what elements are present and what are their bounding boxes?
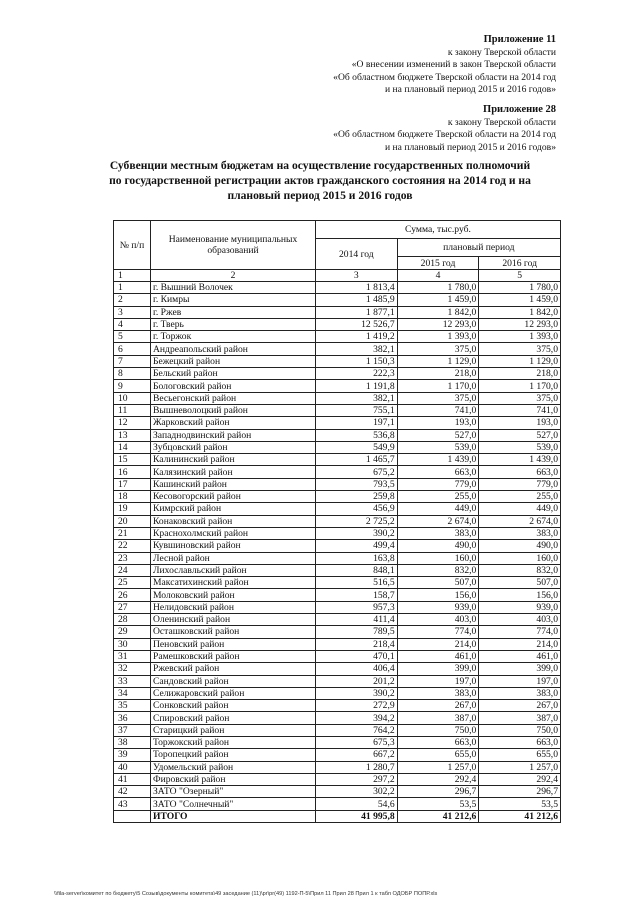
amount-2014: 259,8: [316, 491, 398, 503]
amount-2014: 394,2: [316, 712, 398, 724]
municipality-name: Западнодвинский район: [151, 429, 316, 441]
row-number: 12: [114, 417, 151, 429]
table-row: [114, 552, 561, 564]
amount-2014: 1 877,1: [316, 306, 398, 318]
row-number: 11: [114, 404, 151, 416]
amount-2015: 214,0: [397, 638, 479, 650]
table-row: [114, 417, 561, 429]
document-title: [60, 158, 580, 203]
amount-2016: 218,0: [479, 368, 561, 380]
amount-2016: 292,4: [479, 773, 561, 785]
municipality-name: Ржевский район: [151, 663, 316, 675]
row-number: 19: [114, 503, 151, 515]
row-number: 26: [114, 589, 151, 601]
appendix-28-title: Приложение 28: [483, 104, 556, 115]
column-index-row: [114, 270, 561, 282]
file-path-footer: \\fila-server\комитет по бюджету\5 Созыв\документы комитета\49 заседание (11)\pr\pr(49) 1192-П-5\Прил 11 Прил 28 Прил 1 к табл ОДОБР ПОПР.xls: [54, 891, 438, 897]
amount-2016: 1 257,0: [479, 761, 561, 773]
amount-2015: 750,0: [397, 724, 479, 736]
municipality-name: ЗАТО "Солнечный": [151, 798, 316, 810]
municipality-name: г. Вышний Волочек: [151, 282, 316, 294]
row-number: 32: [114, 663, 151, 675]
municipality-name: Бельский район: [151, 368, 316, 380]
amount-2014: 536,8: [316, 429, 398, 441]
amount-2016: 1 459,0: [479, 294, 561, 306]
total-2016: 41 212,6: [479, 810, 561, 822]
table-row: [114, 404, 561, 416]
municipality-name: Торжокский район: [151, 736, 316, 748]
row-number: 5: [114, 331, 151, 343]
row-number: 14: [114, 441, 151, 453]
table-row: [114, 687, 561, 699]
amount-2015: 197,0: [397, 675, 479, 687]
table-row: [114, 355, 561, 367]
amount-2015: 663,0: [397, 466, 479, 478]
municipality-name: Нелидовский район: [151, 601, 316, 613]
amount-2015: 527,0: [397, 429, 479, 441]
amount-2016: 214,0: [479, 638, 561, 650]
col-header-name: Наименование муниципальных образований: [151, 221, 316, 270]
row-number: 25: [114, 577, 151, 589]
amount-2016: 527,0: [479, 429, 561, 441]
amount-2016: 2 674,0: [479, 515, 561, 527]
municipality-name: Бологовский район: [151, 380, 316, 392]
amount-2015: 12 293,0: [397, 318, 479, 330]
amount-2015: 218,0: [397, 368, 479, 380]
amount-2014: 1 813,4: [316, 282, 398, 294]
row-number: 13: [114, 429, 151, 441]
amount-2016: 1 170,0: [479, 380, 561, 392]
amount-2015: 1 780,0: [397, 282, 479, 294]
table-row: [114, 343, 561, 355]
amount-2016: 663,0: [479, 736, 561, 748]
table-row: [114, 700, 561, 712]
amount-2016: 383,0: [479, 527, 561, 539]
amount-2016: 655,0: [479, 749, 561, 761]
col-header-plan-period: плановый период: [397, 239, 560, 257]
amount-2014: 516,5: [316, 577, 398, 589]
amount-2015: 383,0: [397, 527, 479, 539]
municipality-name: Спировский район: [151, 712, 316, 724]
row-number: 28: [114, 614, 151, 626]
municipality-name: г. Торжок: [151, 331, 316, 343]
col-header-2014: 2014 год: [316, 239, 398, 270]
amount-2015: 1 842,0: [397, 306, 479, 318]
amount-2015: 296,7: [397, 786, 479, 798]
amount-2014: 764,2: [316, 724, 398, 736]
amount-2014: 793,5: [316, 478, 398, 490]
appendix-11-line: «О внесении изменений в закон Тверской области: [351, 59, 556, 70]
table-row: [114, 294, 561, 306]
amount-2016: 663,0: [479, 466, 561, 478]
municipality-name: Лесной район: [151, 552, 316, 564]
row-number: 40: [114, 761, 151, 773]
table-row: [114, 712, 561, 724]
amount-2014: 201,2: [316, 675, 398, 687]
row-number: 37: [114, 724, 151, 736]
amount-2015: 1 170,0: [397, 380, 479, 392]
municipality-name: Лихославльский район: [151, 564, 316, 576]
amount-2014: 406,4: [316, 663, 398, 675]
amount-2014: 163,8: [316, 552, 398, 564]
col-header-2015: 2015 год: [397, 257, 479, 270]
amount-2014: 667,2: [316, 749, 398, 761]
amount-2014: 1 150,3: [316, 355, 398, 367]
municipality-name: Осташковский район: [151, 626, 316, 638]
table-row: [114, 380, 561, 392]
municipality-name: Удомельский район: [151, 761, 316, 773]
row-number: 27: [114, 601, 151, 613]
row-number: 10: [114, 392, 151, 404]
table-row: [114, 454, 561, 466]
amount-2014: 382,1: [316, 343, 398, 355]
amount-2016: 832,0: [479, 564, 561, 576]
row-number: 41: [114, 773, 151, 785]
total-2014: 41 995,8: [316, 810, 398, 822]
row-number: 3: [114, 306, 151, 318]
amount-2015: 449,0: [397, 503, 479, 515]
amount-2015: 1 459,0: [397, 294, 479, 306]
municipality-name: Торопецкий район: [151, 749, 316, 761]
row-number: 8: [114, 368, 151, 380]
col-index: 1: [114, 270, 151, 282]
amount-2014: 1 485,9: [316, 294, 398, 306]
table-row: [114, 675, 561, 687]
amount-2014: 390,2: [316, 527, 398, 539]
row-number: 24: [114, 564, 151, 576]
table-row: [114, 589, 561, 601]
table-row: [114, 429, 561, 441]
municipality-name: Старицкий район: [151, 724, 316, 736]
municipality-name: Зубцовский район: [151, 441, 316, 453]
amount-2016: 1 842,0: [479, 306, 561, 318]
amount-2014: 390,2: [316, 687, 398, 699]
row-number: 31: [114, 650, 151, 662]
amount-2015: 156,0: [397, 589, 479, 601]
table-row: [114, 282, 561, 294]
row-number: 18: [114, 491, 151, 503]
municipality-name: Калининский район: [151, 454, 316, 466]
total-number: [114, 810, 151, 822]
row-number: 30: [114, 638, 151, 650]
table-row: [114, 724, 561, 736]
col-header-2016: 2016 год: [479, 257, 561, 270]
amount-2014: 755,1: [316, 404, 398, 416]
table-row: [114, 441, 561, 453]
amount-2015: 507,0: [397, 577, 479, 589]
amount-2015: 2 674,0: [397, 515, 479, 527]
amount-2016: 12 293,0: [479, 318, 561, 330]
row-number: 34: [114, 687, 151, 699]
row-number: 21: [114, 527, 151, 539]
table-row: [114, 564, 561, 576]
municipality-name: Максатихинский район: [151, 577, 316, 589]
row-number: 15: [114, 454, 151, 466]
municipality-name: Краснохолмский район: [151, 527, 316, 539]
row-number: 22: [114, 540, 151, 552]
appendix-11-header: [333, 34, 556, 97]
amount-2016: 461,0: [479, 650, 561, 662]
row-number: 16: [114, 466, 151, 478]
amount-2014: 411,4: [316, 614, 398, 626]
table-row: [114, 601, 561, 613]
amount-2014: 675,2: [316, 466, 398, 478]
amount-2016: 539,0: [479, 441, 561, 453]
row-number: 6: [114, 343, 151, 355]
col-header-sum: Сумма, тыс.руб.: [316, 221, 561, 239]
appendix-28-header: [333, 104, 556, 154]
amount-2015: 387,0: [397, 712, 479, 724]
row-number: 17: [114, 478, 151, 490]
amount-2015: 193,0: [397, 417, 479, 429]
amount-2014: 456,9: [316, 503, 398, 515]
table-row: [114, 491, 561, 503]
appendix-28-line: и на плановый период 2015 и 2016 годов»: [385, 141, 556, 153]
table-row: [114, 663, 561, 675]
municipality-name: Калязинский район: [151, 466, 316, 478]
municipality-name: Конаковский район: [151, 515, 316, 527]
row-number: 29: [114, 626, 151, 638]
table-body: [114, 282, 561, 823]
amount-2016: 750,0: [479, 724, 561, 736]
amount-2014: 675,3: [316, 736, 398, 748]
amount-2014: 297,2: [316, 773, 398, 785]
title-line: Субвенции местным бюджетам на осуществление государственных полномочий: [109, 159, 531, 172]
amount-2016: 193,0: [479, 417, 561, 429]
municipality-name: Молоковский район: [151, 589, 316, 601]
amount-2015: 539,0: [397, 441, 479, 453]
amount-2015: 490,0: [397, 540, 479, 552]
amount-2015: 383,0: [397, 687, 479, 699]
amount-2015: 292,4: [397, 773, 479, 785]
amount-2016: 160,0: [479, 552, 561, 564]
amount-2014: 12 526,7: [316, 318, 398, 330]
amount-2014: 848,1: [316, 564, 398, 576]
table-row: [114, 392, 561, 404]
amount-2015: 663,0: [397, 736, 479, 748]
amount-2016: 1 780,0: [479, 282, 561, 294]
amount-2016: 939,0: [479, 601, 561, 613]
subsidies-table: [113, 220, 561, 823]
amount-2015: 774,0: [397, 626, 479, 638]
table-row: [114, 540, 561, 552]
municipality-name: Селижаровский район: [151, 687, 316, 699]
title-line: по государственной регистрации актов гражданского состояния на 2014 год и на: [109, 174, 531, 187]
table-row: [114, 650, 561, 662]
amount-2016: 375,0: [479, 392, 561, 404]
table-row: [114, 306, 561, 318]
municipality-name: Сонковский район: [151, 700, 316, 712]
municipality-name: Кашинский район: [151, 478, 316, 490]
amount-2016: 403,0: [479, 614, 561, 626]
amount-2015: 255,0: [397, 491, 479, 503]
amount-2015: 399,0: [397, 663, 479, 675]
amount-2016: 399,0: [479, 663, 561, 675]
amount-2016: 779,0: [479, 478, 561, 490]
amount-2015: 1 439,0: [397, 454, 479, 466]
municipality-name: г. Тверь: [151, 318, 316, 330]
table-row: [114, 786, 561, 798]
amount-2014: 302,2: [316, 786, 398, 798]
total-label: ИТОГО: [151, 810, 316, 822]
amount-2016: 1 393,0: [479, 331, 561, 343]
total-2015: 41 212,6: [397, 810, 479, 822]
amount-2016: 1 129,0: [479, 355, 561, 367]
table-row: [114, 614, 561, 626]
amount-2014: 197,1: [316, 417, 398, 429]
amount-2016: 490,0: [479, 540, 561, 552]
amount-2015: 160,0: [397, 552, 479, 564]
row-number: 38: [114, 736, 151, 748]
appendix-11-line: «Об областном бюджете Тверской области на 2014 год: [333, 71, 556, 83]
col-index: 4: [397, 270, 479, 282]
amount-2014: 499,4: [316, 540, 398, 552]
municipality-name: Пеновский район: [151, 638, 316, 650]
row-number: 39: [114, 749, 151, 761]
amount-2015: 741,0: [397, 404, 479, 416]
municipality-name: Рамешковский район: [151, 650, 316, 662]
amount-2015: 461,0: [397, 650, 479, 662]
table-row: [114, 478, 561, 490]
municipality-name: Оленинский район: [151, 614, 316, 626]
table-row: [114, 331, 561, 343]
amount-2016: 53,5: [479, 798, 561, 810]
amount-2016: 383,0: [479, 687, 561, 699]
municipality-name: ЗАТО "Озерный": [151, 786, 316, 798]
amount-2016: 375,0: [479, 343, 561, 355]
row-number: 35: [114, 700, 151, 712]
amount-2014: 549,9: [316, 441, 398, 453]
table-row: [114, 761, 561, 773]
amount-2015: 1 257,0: [397, 761, 479, 773]
amount-2014: 1 465,7: [316, 454, 398, 466]
amount-2015: 375,0: [397, 392, 479, 404]
amount-2015: 779,0: [397, 478, 479, 490]
table-row: [114, 736, 561, 748]
row-number: 42: [114, 786, 151, 798]
table-row: [114, 515, 561, 527]
amount-2014: 470,1: [316, 650, 398, 662]
table-row: [114, 466, 561, 478]
amount-2014: 382,1: [316, 392, 398, 404]
row-number: 7: [114, 355, 151, 367]
table-row: [114, 503, 561, 515]
row-number: 4: [114, 318, 151, 330]
amount-2016: 449,0: [479, 503, 561, 515]
municipality-name: Кесовогорский район: [151, 491, 316, 503]
table-row: [114, 318, 561, 330]
row-number: 9: [114, 380, 151, 392]
amount-2014: 272,9: [316, 700, 398, 712]
amount-2014: 1 191,8: [316, 380, 398, 392]
municipality-name: г. Кимры: [151, 294, 316, 306]
table-row: [114, 577, 561, 589]
municipality-name: г. Ржев: [151, 306, 316, 318]
amount-2014: 158,7: [316, 589, 398, 601]
appendix-28-line: «Об областном бюджете Тверской области на 2014 год: [333, 129, 556, 140]
amount-2016: 197,0: [479, 675, 561, 687]
col-index: 3: [316, 270, 398, 282]
title-line: плановый период 2015 и 2016 годов: [227, 189, 413, 202]
table-row: [114, 749, 561, 761]
amount-2015: 267,0: [397, 700, 479, 712]
amount-2015: 1 129,0: [397, 355, 479, 367]
amount-2015: 403,0: [397, 614, 479, 626]
amount-2014: 957,3: [316, 601, 398, 613]
appendix-11-title: Приложение 11: [483, 34, 556, 45]
table-row: [114, 626, 561, 638]
amount-2016: 255,0: [479, 491, 561, 503]
amount-2014: 222,3: [316, 368, 398, 380]
amount-2015: 939,0: [397, 601, 479, 613]
municipality-name: Бежецкий район: [151, 355, 316, 367]
table-row: [114, 773, 561, 785]
amount-2016: 267,0: [479, 700, 561, 712]
amount-2016: 507,0: [479, 577, 561, 589]
amount-2014: 218,4: [316, 638, 398, 650]
col-header-number: № п/п: [114, 221, 151, 270]
row-number: 33: [114, 675, 151, 687]
municipality-name: Вышневолоцкий район: [151, 404, 316, 416]
amount-2015: 832,0: [397, 564, 479, 576]
municipality-name: Весьегонский район: [151, 392, 316, 404]
amount-2015: 1 393,0: [397, 331, 479, 343]
municipality-name: Кувшиновский район: [151, 540, 316, 552]
row-number: 43: [114, 798, 151, 810]
amount-2014: 1 280,7: [316, 761, 398, 773]
municipality-name: Сандовский район: [151, 675, 316, 687]
table-row: [114, 798, 561, 810]
amount-2014: 789,5: [316, 626, 398, 638]
municipality-name: Жарковский район: [151, 417, 316, 429]
total-row: [114, 810, 561, 822]
col-index: 2: [151, 270, 316, 282]
amount-2016: 741,0: [479, 404, 561, 416]
row-number: 2: [114, 294, 151, 306]
amount-2016: 1 439,0: [479, 454, 561, 466]
col-index: 5: [479, 270, 561, 282]
amount-2015: 53,5: [397, 798, 479, 810]
amount-2015: 655,0: [397, 749, 479, 761]
appendix-28-line: к закону Тверской области: [447, 116, 556, 128]
row-number: 20: [114, 515, 151, 527]
municipality-name: Кимрский район: [151, 503, 316, 515]
municipality-name: Фировский район: [151, 773, 316, 785]
row-number: 1: [114, 282, 151, 294]
table-row: [114, 638, 561, 650]
amount-2016: 774,0: [479, 626, 561, 638]
amount-2016: 296,7: [479, 786, 561, 798]
amount-2016: 156,0: [479, 589, 561, 601]
amount-2015: 375,0: [397, 343, 479, 355]
amount-2014: 54,6: [316, 798, 398, 810]
amount-2016: 387,0: [479, 712, 561, 724]
amount-2014: 2 725,2: [316, 515, 398, 527]
row-number: 23: [114, 552, 151, 564]
row-number: 36: [114, 712, 151, 724]
appendix-11-line: к закону Тверской области: [447, 46, 556, 58]
municipality-name: Андреапольский район: [151, 343, 316, 355]
table-row: [114, 527, 561, 539]
table-row: [114, 368, 561, 380]
appendix-11-line: и на плановый период 2015 и 2016 годов»: [385, 84, 556, 95]
amount-2014: 1 419,2: [316, 331, 398, 343]
